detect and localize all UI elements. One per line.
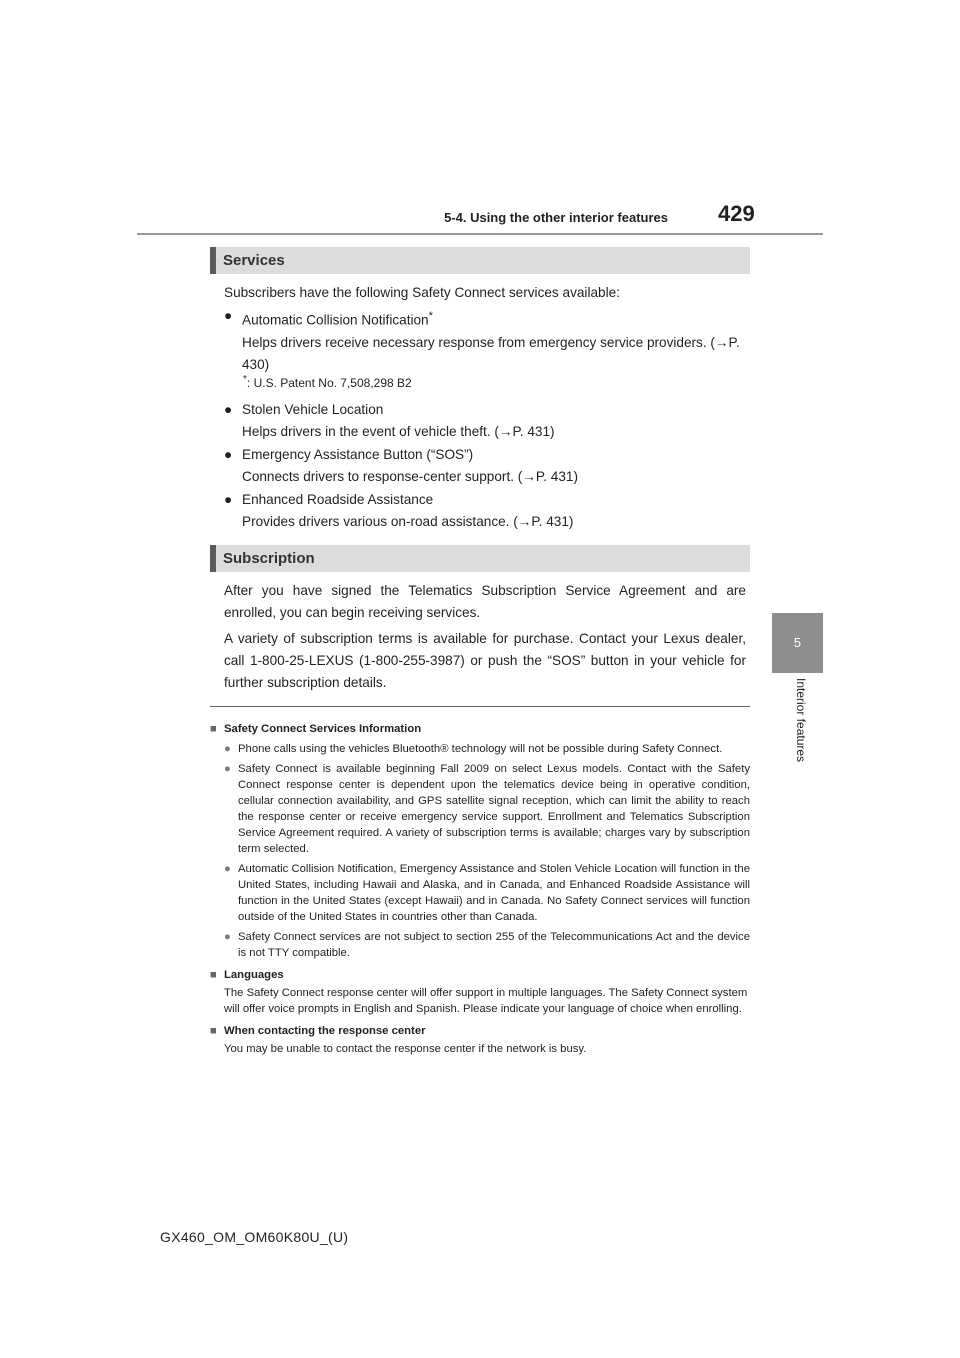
list-item: [210, 741, 750, 757]
note-text: Phone calls using the vehicles Bluetooth® technology will not be possible during Safety Connect.: [238, 743, 723, 755]
service-title: Emergency Assistance Button (“SOS”): [242, 447, 474, 462]
bullet-icon: ●: [224, 447, 233, 462]
page-number: 429: [718, 201, 755, 226]
note-heading-languages: [210, 967, 750, 983]
header-divider: [137, 233, 823, 235]
square-bullet-icon: ■: [210, 1025, 217, 1037]
services-heading: Services: [223, 252, 285, 269]
list-item: [224, 305, 746, 376]
service-item-sos: [224, 444, 746, 488]
service-desc: Connects drivers to response-center support. (→P. 431): [242, 469, 578, 484]
list-item: [210, 929, 750, 961]
subscription-heading: Subscription: [223, 550, 315, 567]
languages-text: The Safety Connect response center will offer support in multiple languages. The Safety Connect system will offer voice prompts in English and Spanish. Please indicate your language of choice when enrolling.: [224, 987, 748, 1015]
bullet-icon: ●: [224, 492, 233, 507]
list-item: [224, 489, 746, 533]
service-item-collision: [224, 305, 746, 376]
square-bullet-icon: ■: [210, 723, 217, 735]
bullet-icon: ●: [224, 308, 233, 323]
service-item-stolen: [224, 399, 746, 443]
note-text: Automatic Collision Notification, Emergency Assistance and Stolen Vehicle Location will function in the United States, including Hawaii and Alaska, and in Canada, and Enhanced Roadside Assistance will function in the United States (except Hawaii) and in Canada. No Safety Connect services will function outside of the United States in countries other than Canada.: [238, 863, 750, 923]
subscription-heading-bar: [210, 545, 750, 572]
service-desc: Provides drivers various on-road assistance. (→P. 431): [242, 514, 574, 529]
service-title: [242, 305, 746, 332]
bullet-icon: ●: [224, 863, 231, 875]
note-text: Safety Connect is available beginning Fall 2009 on select Lexus models. Contact with the Safety Connect response center is dependent upon the telematics device being in operative condition, cellular connection availability, and GPS satellite signal reception, which can limit the ability to reach the response center or receive emergency service support. Enrollment and Telematics Subscription Service Agreement required. A variety of subscription terms is available; charges vary by subscription term selected.: [238, 763, 750, 855]
bullet-icon: ●: [224, 763, 231, 775]
list-item: [210, 761, 750, 857]
chapter-side-label-text: Interior features: [794, 678, 808, 763]
note-heading-info: [210, 721, 750, 737]
square-bullet-icon: ■: [210, 969, 217, 981]
services-heading-bar: [210, 247, 750, 274]
subscription-paragraph-1: After you have signed the Telematics Subscription Service Agreement and are enrolled, you can begin receiving services.: [224, 583, 746, 620]
footnote-asterisk: *: [243, 374, 247, 385]
note-heading-text: Safety Connect Services Information: [224, 723, 422, 735]
notes-section: [210, 717, 750, 1057]
heading-accent: [210, 247, 216, 274]
contact-text: You may be unable to contact the response center if the network is busy.: [224, 1043, 587, 1055]
note-heading-contact: [210, 1023, 750, 1039]
subscription-paragraph-2: A variety of subscription terms is available for purchase. Contact your Lexus dealer, call 1-800-25-LEXUS (1-800-255-3987) or push the “SOS” button in your vehicle for further subscription details.: [224, 631, 746, 690]
heading-accent: [210, 545, 216, 572]
service-title-text: Automatic Collision Notification: [242, 312, 429, 328]
service-title: Enhanced Roadside Assistance: [242, 492, 434, 507]
asterisk-mark: *: [428, 310, 434, 322]
services-intro: Subscribers have the following Safety Connect services available:: [224, 285, 620, 300]
list-item: [224, 399, 746, 443]
header-section-title: 5-4. Using the other interior features: [444, 210, 668, 225]
list-item: [210, 861, 750, 925]
patent-footnote: [243, 374, 743, 390]
document-code: GX460_OM_OM60K80U_(U): [160, 1229, 349, 1245]
bullet-icon: ●: [224, 402, 233, 417]
service-desc: Helps drivers in the event of vehicle theft. (→P. 431): [242, 424, 555, 439]
chapter-side-label: [788, 678, 808, 788]
chapter-tab: 5: [772, 613, 823, 673]
notes-divider: [210, 706, 750, 707]
footnote-text: : U.S. Patent No. 7,508,298 B2: [246, 376, 412, 390]
service-item-roadside: [224, 489, 746, 533]
note-text: Safety Connect services are not subject to section 255 of the Telecommunications Act and the device is not TTY compatible.: [238, 931, 750, 959]
bullet-icon: ●: [224, 931, 231, 943]
service-title: Stolen Vehicle Location: [242, 402, 384, 417]
note-heading-text: When contacting the response center: [224, 1025, 426, 1037]
list-item: [224, 444, 746, 488]
service-desc: Helps drivers receive necessary response from emergency service providers. (→P. 430): [242, 334, 740, 372]
bullet-icon: ●: [224, 743, 231, 755]
note-heading-text: Languages: [224, 969, 284, 981]
